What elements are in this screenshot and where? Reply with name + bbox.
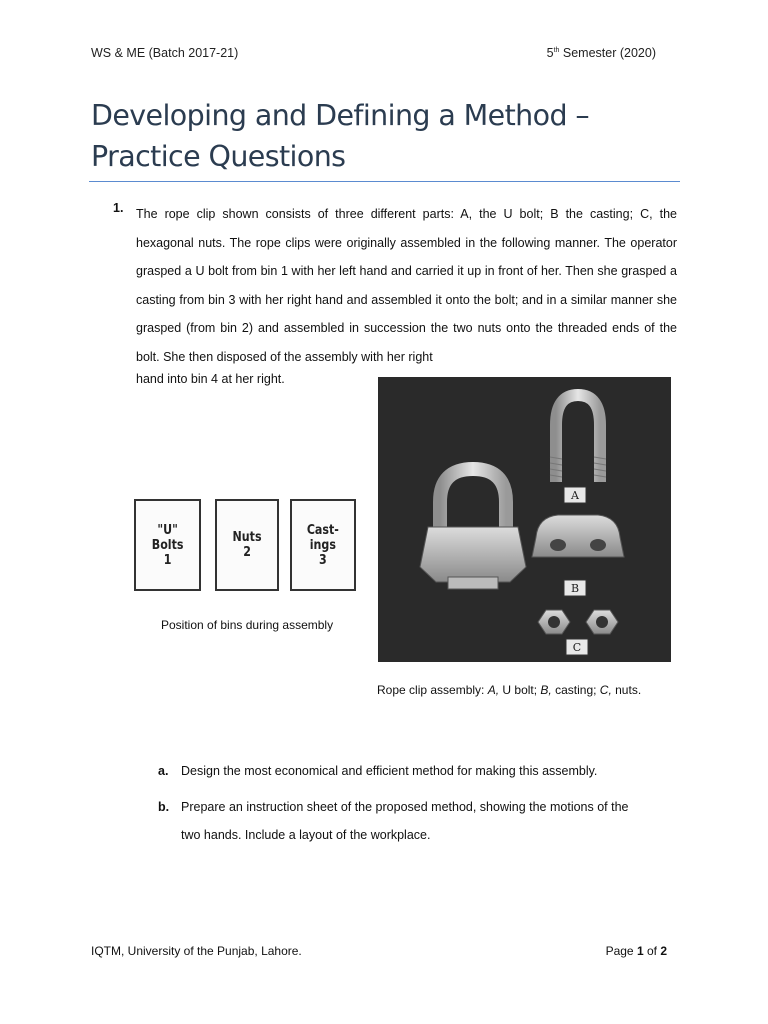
bin-label: Cast- ings 3 [306, 522, 340, 568]
subquestion-text-continued: two hands. Include a layout of the workplace. [181, 828, 431, 842]
part-label-c [566, 639, 588, 655]
caption-a-text: U bolt; [499, 683, 541, 697]
subquestion-a [158, 764, 597, 778]
caption-c: C, [599, 683, 612, 697]
subquestion-text: Prepare an instruction sheet of the proposed method, showing the motions of the [181, 800, 629, 814]
caption-c-text: nuts. [611, 683, 642, 697]
rope-clip-photo [378, 377, 671, 662]
page-title [91, 95, 691, 177]
part-label-b-text: B [570, 582, 580, 595]
question-text: The rope clip shown consists of three different parts: A, the U bolt; B the casting; C, the hexagonal nuts. The rope clips were originally assembled in the following manner. The operator grasped a U bolt from bin 1 with her left hand and carried it up in front of her. Then she grasped a casting from bin 3 with her right hand and assembled it onto the bolt; and in a similar manner she grasped (from bin 2) and assembled in succession the two nuts onto the threaded ends of the bolt. She then disposed of the assembly with her right [136, 207, 677, 364]
caption-b: B, [540, 683, 552, 697]
bin-nuts [215, 499, 279, 591]
bin-castings [290, 499, 356, 591]
page-total: 2 [660, 944, 667, 958]
part-label-a [564, 487, 586, 503]
part-label-a-text: A [571, 489, 579, 502]
page-of: of [643, 944, 661, 958]
semester-suffix: th [553, 46, 560, 54]
part-label-c-text: C [572, 641, 582, 654]
page-word: Page [605, 944, 637, 958]
bins-caption: Position of bins during assembly [161, 618, 334, 632]
semester-text: Semester (2020) [559, 46, 656, 60]
part-label-b [564, 580, 586, 596]
footer-page-number [606, 944, 667, 958]
semester-number: 5 [546, 46, 554, 60]
question-text-last-line: hand into bin 4 at her right. [136, 372, 285, 386]
bins-diagram [134, 499, 358, 593]
question-number: 1. [113, 201, 124, 215]
caption-prefix: Rope clip assembly: [377, 683, 488, 697]
subquestion-letter: a. [158, 764, 169, 778]
page-current: 1 [636, 944, 644, 958]
caption-a: A, [487, 683, 500, 697]
subquestion-b [158, 793, 678, 849]
photo-caption [377, 683, 641, 697]
bin-label: Nuts 2 [232, 530, 262, 560]
casting-graphic [532, 515, 624, 557]
title-line-2: Practice Questions [91, 140, 346, 173]
photo-background [378, 377, 671, 662]
title-divider [89, 181, 680, 182]
subquestion-letter: b. [158, 800, 170, 814]
bin-label: "U" Bolts 1 [151, 522, 184, 568]
header-batch: WS & ME (Batch 2017-21) [91, 46, 239, 60]
bin-u-bolts [134, 499, 201, 591]
title-line-1: Developing and Defining a Method – [91, 99, 590, 132]
caption-b-text: casting; [551, 683, 600, 697]
footer-institution: IQTM, University of the Punjab, Lahore. [91, 944, 302, 958]
subquestion-text: Design the most economical and efficient method for making this assembly. [181, 764, 598, 778]
header-semester [547, 46, 656, 60]
